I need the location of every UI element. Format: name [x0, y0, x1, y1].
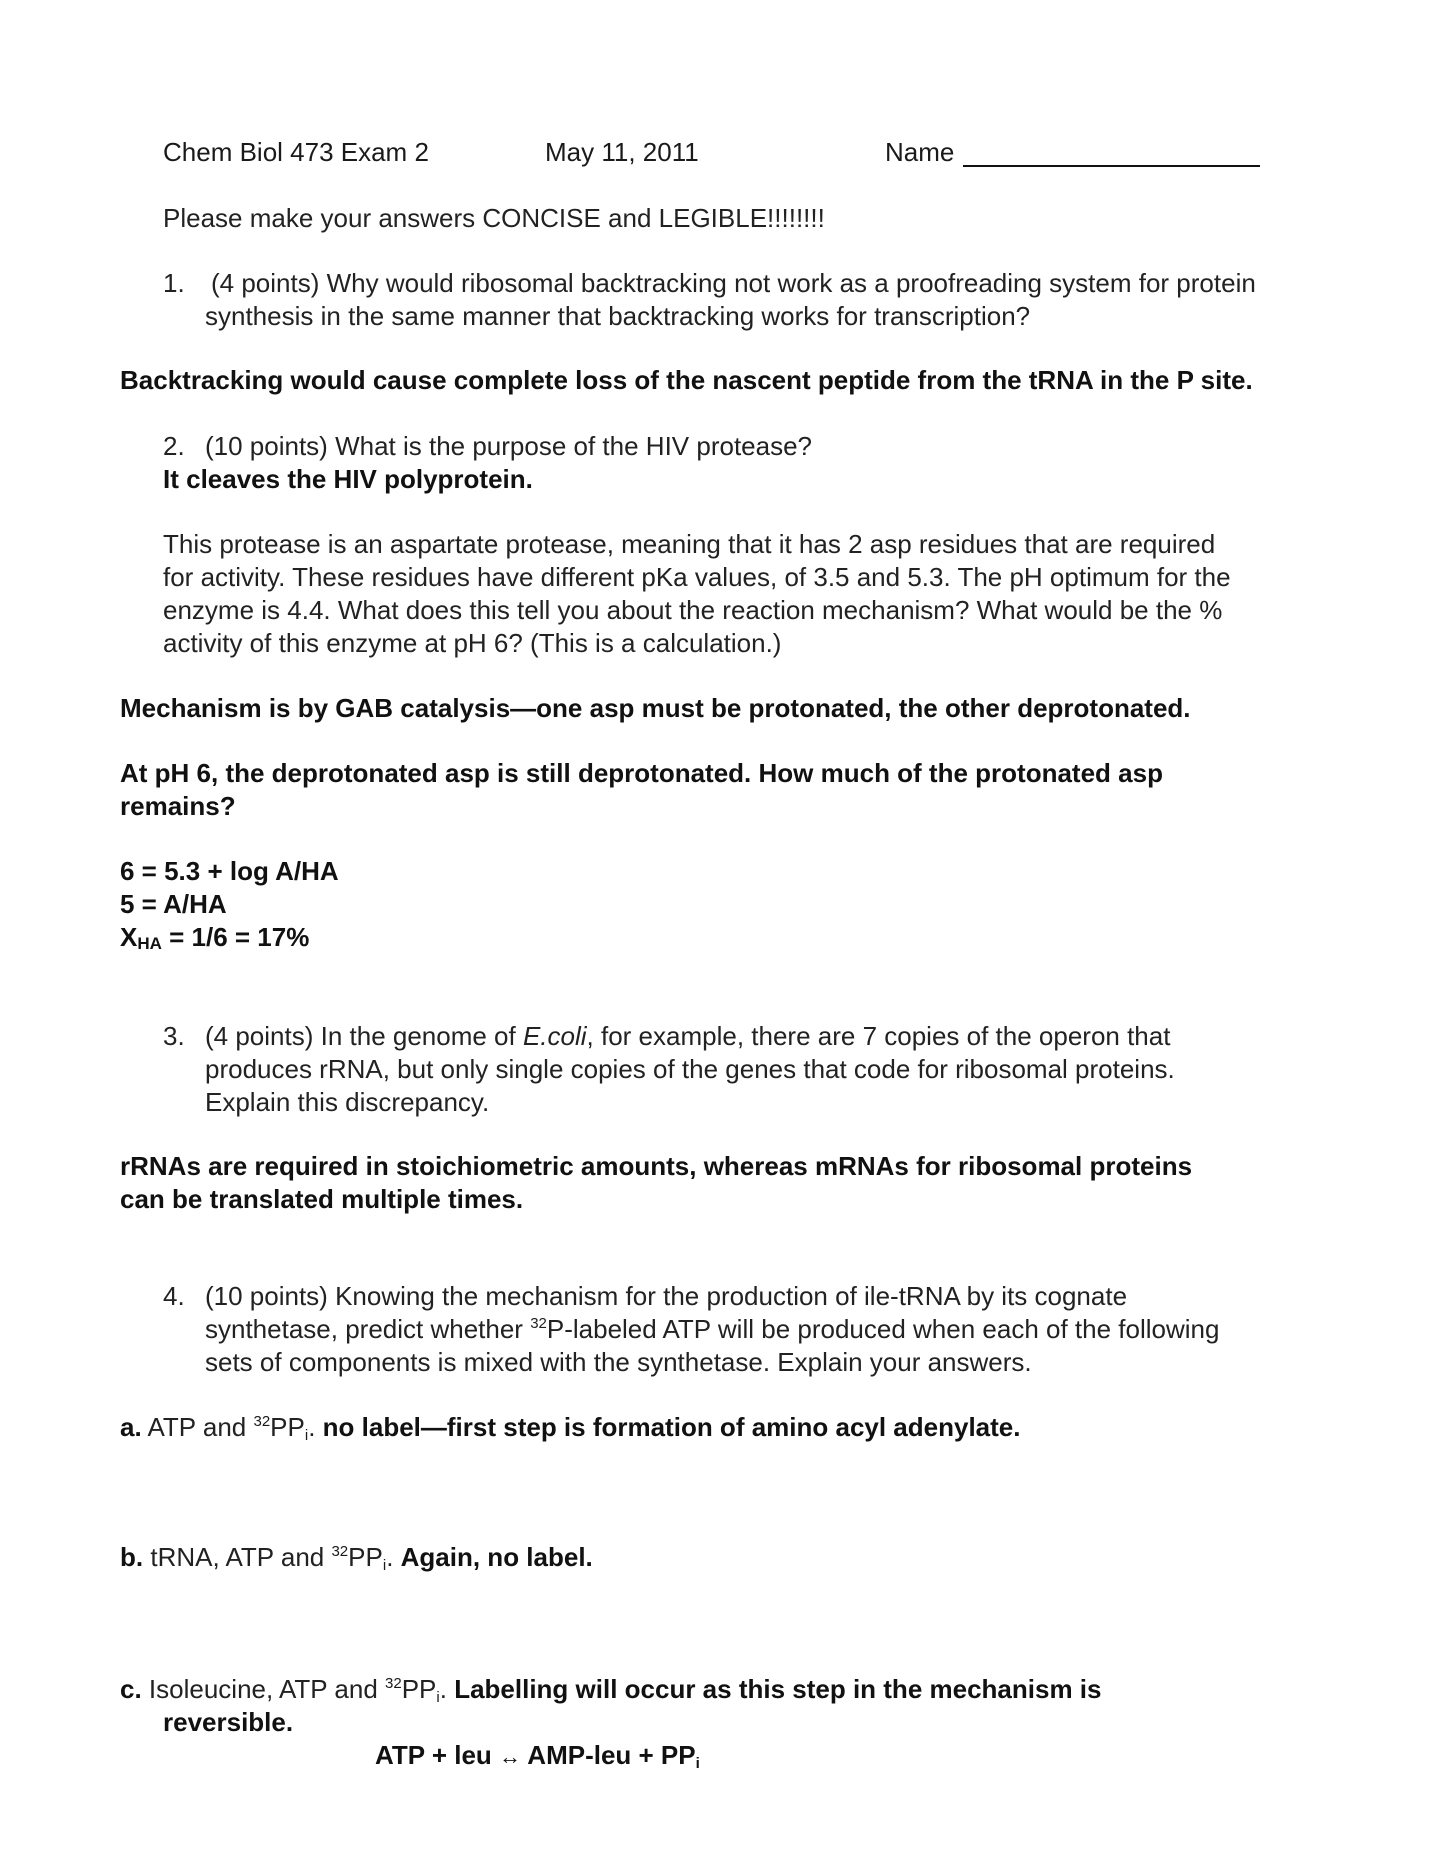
question-text: (10 points) Knowing the mechanism for the production of ile-tRNA by its cognate: [205, 1281, 1128, 1311]
exam-date: May 11, 2011: [545, 137, 699, 167]
question-text: (4 points) Why would ribosomal backtracking not work as a proofreading system for protein: [211, 268, 1256, 298]
calculation-line: 5 = A/HA: [120, 889, 227, 919]
answer-text: remains?: [120, 791, 236, 821]
part-b: b. tRNA, ATP and $^{32}PP_i$. Again, no label.: [120, 1542, 593, 1574]
question-text: Explain this discrepancy.: [205, 1087, 490, 1117]
question-text: (10 points) What is the purpose of the HIV protease?: [205, 431, 813, 461]
question-text: This protease is an aspartate protease, meaning that it has 2 asp residues that are required: [163, 529, 1216, 559]
calculation-line: XHA = 1/6 = 17%: [120, 922, 310, 953]
answer-text: can be translated multiple times.: [120, 1184, 524, 1214]
reversible-arrow-icon: ↔: [499, 1744, 522, 1769]
answer-text: rRNAs are required in stoichiometric amounts, whereas mRNAs for ribosomal proteins: [120, 1151, 1193, 1181]
question-text: synthesis in the same manner that backtracking works for transcription?: [205, 301, 1031, 331]
question-number: 2.: [163, 431, 185, 461]
question-number: 4.: [163, 1281, 185, 1311]
course-title: Chem Biol 473 Exam 2: [163, 137, 429, 167]
question-text: synthetase, predict whether $^{32}$P-labeled ATP will be produced when each of the following: [205, 1314, 1220, 1344]
question-text: activity of this enzyme at pH 6? (This is a calculation.): [163, 628, 782, 658]
question-text: produces rRNA, but only single copies of the genes that code for ribosomal proteins.: [205, 1054, 1175, 1084]
question-number: 3.: [163, 1021, 185, 1051]
question-number: 1.: [163, 268, 185, 298]
answer-text: Labelling will occur as this step in the mechanism is: [454, 1674, 1102, 1704]
part-a: a. ATP and $^{32}PP_i$. no label—first step is formation of amino acyl adenylate.: [120, 1412, 1021, 1444]
name-label: Name: [885, 137, 955, 167]
reaction-equation: ATP + leu ↔ $AMP-leu + PP_i$: [375, 1740, 700, 1772]
question-text: enzyme is 4.4. What does this tell you about the reaction mechanism? What would be the %: [163, 595, 1223, 625]
answer-text: no label—first step is formation of amino acyl adenylate.: [322, 1412, 1021, 1442]
instructions: Please make your answers CONCISE and LEGIBLE!!!!!!!!: [163, 203, 825, 233]
answer-text: Mechanism is by GAB catalysis—one asp must be protonated, the other deprotonated.: [120, 693, 1191, 723]
question-text: sets of components is mixed with the synthetase. Explain your answers.: [205, 1347, 1032, 1377]
answer-text: It cleaves the HIV polyprotein.: [163, 464, 533, 494]
question-text: (4 points) In the genome of E.coli, for example, there are 7 copies of the operon that: [205, 1021, 1171, 1051]
answer-text: At pH 6, the deprotonated asp is still deprotonated. How much of the protonated asp: [120, 758, 1163, 788]
answer-text: Backtracking would cause complete loss of the nascent peptide from the tRNA in the P site.: [120, 365, 1253, 395]
calculation-line: 6 = 5.3 + log A/HA: [120, 856, 339, 886]
part-c: c. Isoleucine, ATP and $^{32}PP_i$. Labelling will occur as this step in the mechanism is: [120, 1674, 1102, 1706]
answer-text: Again, no label.: [400, 1542, 593, 1572]
answer-text: reversible.: [163, 1707, 294, 1737]
question-text: for activity. These residues have different pKa values, of 3.5 and 5.3. The pH optimum for the: [163, 562, 1231, 592]
name-blank-line[interactable]: [963, 165, 1260, 167]
